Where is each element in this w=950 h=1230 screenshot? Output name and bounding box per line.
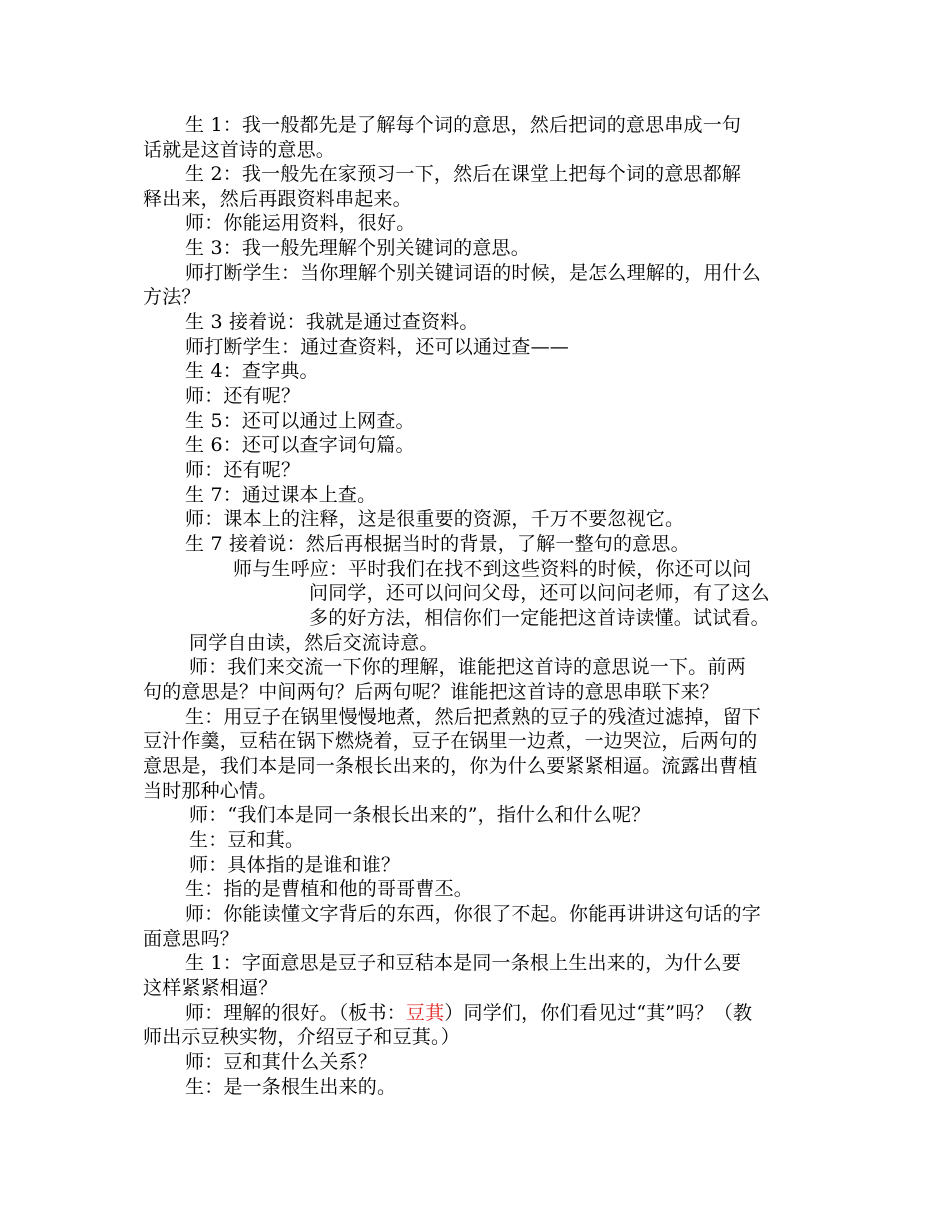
paragraph-line: 师：“我们本是同一条根长出来的”，指什么和什么呢？ xyxy=(189,804,651,826)
line-text: ）同学们，你们看见过“萁”吗？（教 xyxy=(444,1002,753,1024)
paragraph-line: 释出来，然后再跟资料串起来。 xyxy=(143,188,412,210)
paragraph-line: 师打断学生：通过查资料，还可以通过查—— xyxy=(185,336,570,358)
paragraph-line: 师：豆和萁什么关系？ xyxy=(185,1051,378,1073)
paragraph-line: 句的意思是？中间两句？后两句呢？谁能把这首诗的意思串联下来？ xyxy=(143,681,720,703)
paragraph-line: 生 1：我一般都先是了解每个词的意思，然后把词的意思串成一句 xyxy=(185,114,742,136)
paragraph-line: 生：用豆子在锅里慢慢地煮，然后把煮熟的豆子的残渣过滤掉，留下 xyxy=(185,706,762,728)
paragraph-line: 生 7 接着说：然后再根据当时的背景，了解一整句的意思。 xyxy=(185,533,690,555)
paragraph-line: 面意思吗？ xyxy=(143,928,240,950)
paragraph-line: 生 7：通过课本上查。 xyxy=(185,484,377,506)
board-writing-highlight: 豆萁 xyxy=(405,1002,445,1024)
paragraph-line: 问同学，还可以问问父母，还可以问问老师，有了这么 xyxy=(309,582,770,604)
paragraph-line: 生 2：我一般先在家预习一下，然后在课堂上把每个词的意思都解 xyxy=(185,163,742,185)
paragraph-line: 师与生呼应：平时我们在找不到这些资料的时候，你还可以问 xyxy=(233,558,752,580)
paragraph-line: 生 6：还可以查字词句篇。 xyxy=(185,434,415,456)
paragraph-line: 生 1：字面意思是豆子和豆秸本是同一条根上生出来的，为什么要 xyxy=(185,952,742,974)
paragraph-line: 师：我们来交流一下你的理解，谁能把这首诗的意思说一下。前两 xyxy=(189,656,746,678)
paragraph-line: 生 3：我一般先理解个别关键词的意思。 xyxy=(185,237,530,259)
line-text: 师：理解的很好。（板书： xyxy=(185,1002,406,1024)
paragraph-line: 这样紧紧相逼？ xyxy=(143,977,278,999)
paragraph-line: 师：你能运用资料，很好。 xyxy=(185,212,416,234)
paragraph-line: 生：是一条根生出来的。 xyxy=(185,1076,397,1098)
paragraph-line: 豆汁作羹，豆秸在锅下燃烧着，豆子在锅里一边煮，一边哭泣，后两句的 xyxy=(143,730,758,752)
paragraph-line: 方法？ xyxy=(143,286,201,308)
paragraph-line: 生 5：还可以通过上网查。 xyxy=(185,410,415,432)
paragraph-line: 生：指的是曹植和他的哥哥曹丕。 xyxy=(185,878,474,900)
paragraph-line: 生 4：查字典。 xyxy=(185,360,319,382)
paragraph-line: 多的好方法，相信你们一定能把这首诗读懂。试试看。 xyxy=(309,607,770,629)
paragraph-line: 师：还有呢？ xyxy=(185,459,301,481)
paragraph-line: 师出示豆秧实物，介绍豆子和豆萁。） xyxy=(143,1026,460,1048)
paragraph-line: 生 3 接着说：我就是通过查资料。 xyxy=(185,311,479,333)
paragraph-line: 话就是这首诗的意思。 xyxy=(143,139,336,161)
paragraph-line: 同学自由读，然后交流诗意。 xyxy=(189,632,439,654)
paragraph-line: 师：你能读懂文字背后的东西，你很了不起。你能再讲讲这句话的字 xyxy=(185,903,762,925)
paragraph-line: 师：课本上的注释，这是很重要的资源，千万不要忽视它。 xyxy=(185,508,685,530)
paragraph-line: 当时那种心情。 xyxy=(143,780,278,802)
paragraph-line: 师：具体指的是谁和谁？ xyxy=(189,854,401,876)
paragraph-line: 意思是，我们本是同一条根长出来的，你为什么要紧紧相逼。流露出曹植 xyxy=(143,755,758,777)
paragraph-line: 师：还有呢？ xyxy=(185,385,301,407)
paragraph-line xyxy=(143,1001,811,1026)
paragraph-line: 生：豆和萁。 xyxy=(189,829,305,851)
paragraph-line: 师打断学生：当你理解个别关键词语的时候，是怎么理解的，用什么 xyxy=(185,262,762,284)
